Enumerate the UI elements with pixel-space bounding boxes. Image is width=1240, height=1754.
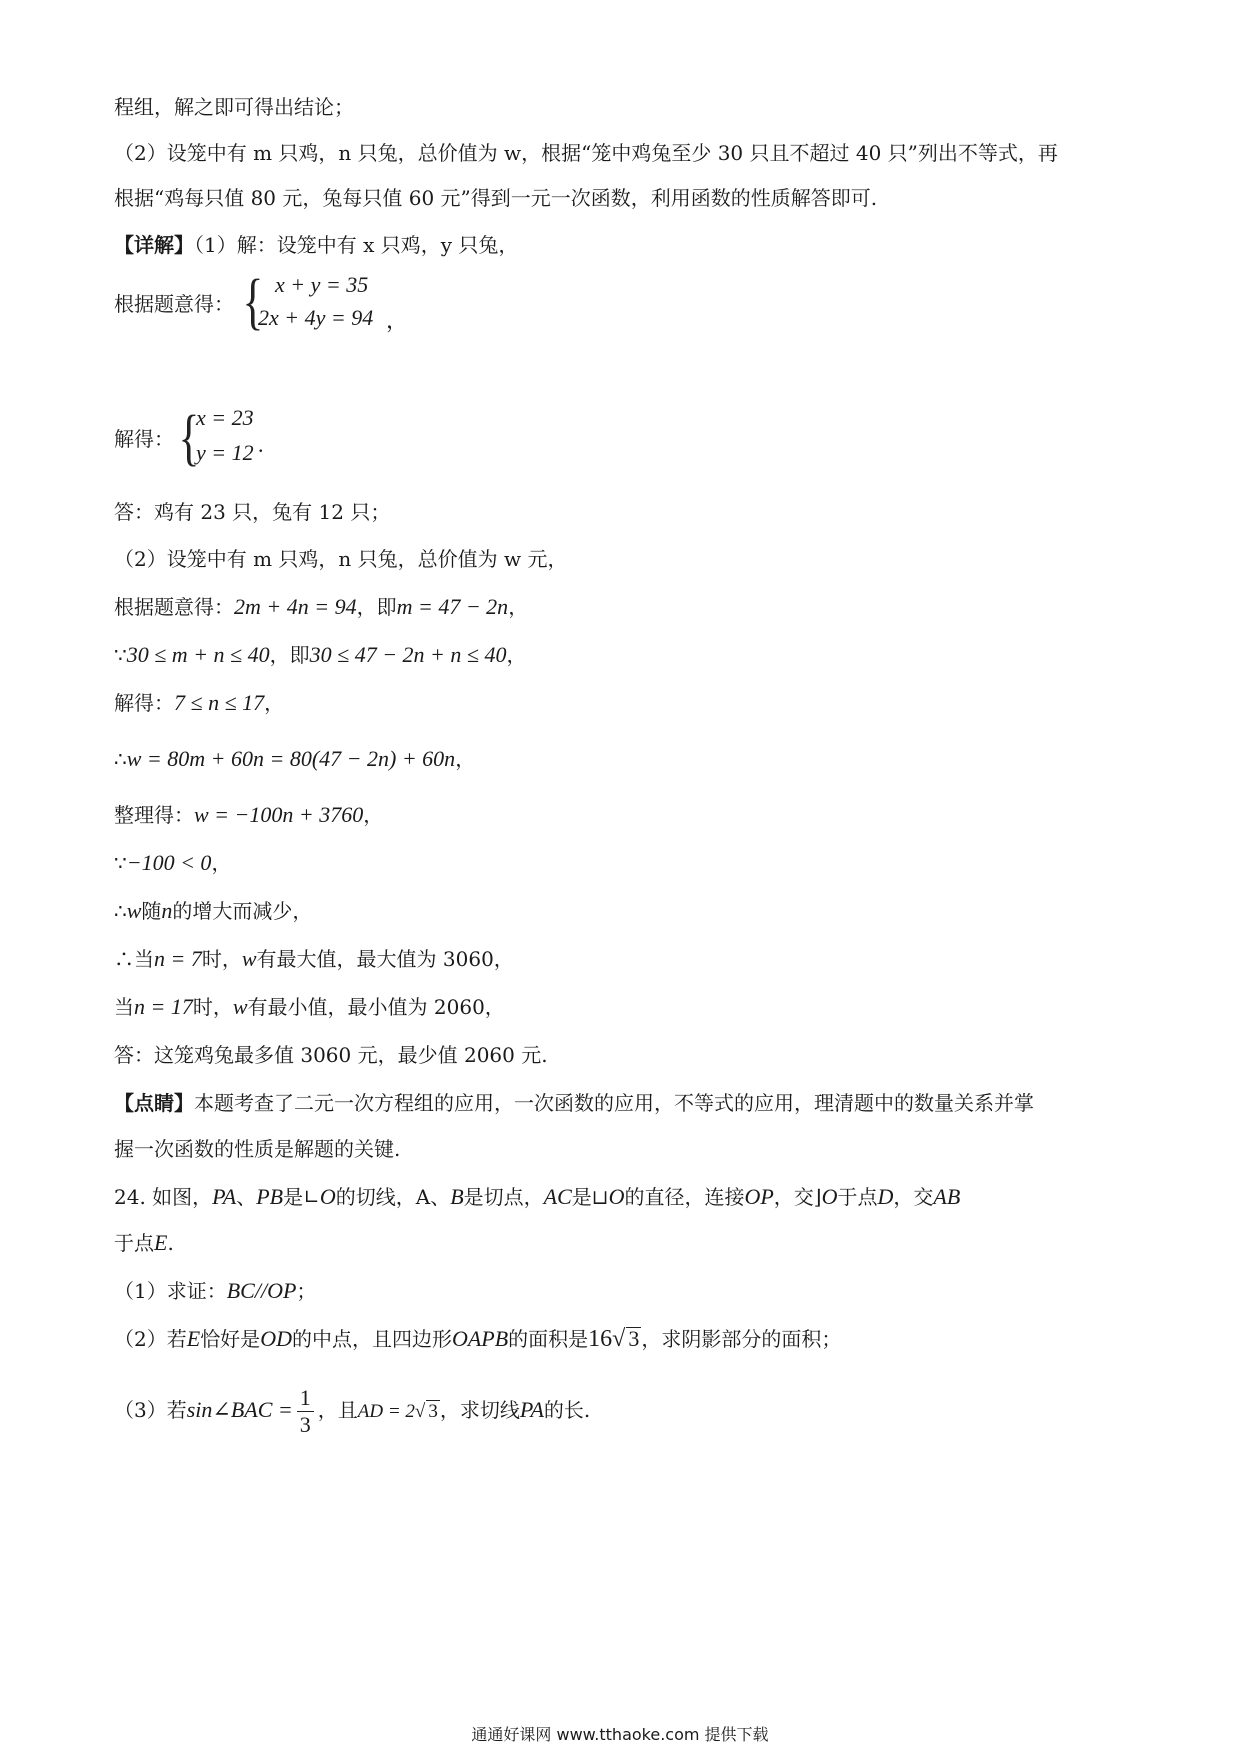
line-text: 时， bbox=[201, 947, 242, 971]
line-text: ； bbox=[296, 1279, 317, 1303]
math-expression: m = 47 − 2n bbox=[396, 594, 509, 619]
math-expression: w = −100n + 3760 bbox=[194, 802, 364, 827]
line-text: 有最大值，最大值为 3060， bbox=[256, 947, 514, 971]
line-text: 于点 bbox=[114, 1231, 154, 1255]
math-variable: PA bbox=[519, 1397, 544, 1422]
line-text: 答：鸡有 23 只，兔有 12 只； bbox=[114, 500, 391, 524]
text-line bbox=[114, 92, 1124, 122]
math-number: 16 bbox=[588, 1326, 613, 1352]
math-variable: n bbox=[161, 898, 173, 923]
line-text: 是⊔ bbox=[571, 1185, 609, 1209]
math-line bbox=[114, 592, 1124, 622]
fraction-denominator: 3 bbox=[299, 1412, 311, 1437]
line-text: ，即 bbox=[269, 643, 310, 667]
math-expression: 2m + 4n = 94 bbox=[234, 594, 357, 619]
text-line bbox=[114, 1134, 1124, 1164]
line-text: ， bbox=[508, 595, 529, 619]
line-text: 、 bbox=[236, 1185, 257, 1209]
line-text: 有最小值，最小值为 2060， bbox=[247, 995, 505, 1019]
math-variable: OP bbox=[744, 1184, 774, 1209]
detail-heading-line bbox=[114, 230, 1124, 260]
line-text: ，交⌋ bbox=[773, 1185, 822, 1209]
math-line bbox=[114, 744, 1124, 774]
line-text: 的中点，且四边形 bbox=[291, 1327, 452, 1351]
line-text: 24. 如图， bbox=[114, 1185, 213, 1209]
math-expression: AD = 2 bbox=[357, 1401, 415, 1422]
line-text: 随 bbox=[141, 899, 162, 923]
therefore-symbol: ∴ bbox=[114, 899, 127, 923]
line-text: ∴当 bbox=[114, 947, 154, 971]
system-row: y = 12 bbox=[196, 440, 254, 465]
system-row: x = 23 bbox=[196, 405, 254, 430]
math-variable: PB bbox=[256, 1184, 284, 1209]
math-line bbox=[114, 688, 1124, 718]
line-text: 时， bbox=[192, 995, 233, 1019]
page-footer: 通通好课网 www.tthaoke.com 提供下载 bbox=[471, 1725, 769, 1744]
math-line bbox=[114, 944, 1124, 974]
math-line bbox=[114, 992, 1124, 1022]
line-text: ，交 bbox=[893, 1185, 934, 1209]
math-line bbox=[114, 896, 1124, 926]
question-24-part-2 bbox=[114, 1324, 1124, 1354]
question-24-part-3 bbox=[114, 1380, 1124, 1442]
math-line bbox=[114, 800, 1124, 830]
because-symbol: ∵ bbox=[114, 851, 127, 875]
fraction bbox=[297, 1385, 314, 1438]
math-variable: D bbox=[877, 1184, 894, 1209]
system-suffix: . bbox=[258, 432, 264, 457]
line-text: 根据“鸡每只值 80 元，兔每只值 60 元”得到一元一次函数，利用函数的性质解答即可. bbox=[114, 186, 878, 210]
line-text: ， bbox=[264, 691, 285, 715]
line-text: ，求阴影部分的面积； bbox=[641, 1327, 842, 1351]
text-line bbox=[114, 544, 1124, 574]
line-text: （2）若 bbox=[114, 1327, 187, 1351]
line-text: ， bbox=[506, 643, 527, 667]
because-symbol: ∵ bbox=[114, 643, 127, 667]
text-line bbox=[114, 1040, 1124, 1070]
line-text: （3）若 bbox=[114, 1398, 187, 1422]
therefore-symbol: ∴ bbox=[114, 747, 127, 771]
line-text: 的面积是 bbox=[508, 1327, 589, 1351]
line-text: （2）设笼中有 m 只鸡，n 只兔，总价值为 w，根据“笼中鸡兔至少 30 只且不超过 40 只”列出不等式，再 bbox=[114, 141, 1058, 165]
math-variable: E bbox=[154, 1230, 168, 1255]
system-row: x + y = 35 bbox=[275, 272, 369, 297]
text-line bbox=[114, 138, 1124, 168]
fraction-numerator: 1 bbox=[297, 1385, 314, 1412]
line-text: ， bbox=[363, 803, 384, 827]
text-line bbox=[114, 497, 1124, 527]
math-expression: sin∠BAC = bbox=[186, 1397, 293, 1422]
radicand: 3 bbox=[428, 1401, 438, 1422]
line-text: 程组，解之即可得出结论； bbox=[114, 95, 354, 119]
system-suffix: ， bbox=[386, 308, 409, 333]
math-expression: n = 7 bbox=[154, 946, 202, 971]
math-line bbox=[114, 848, 1124, 878]
math-variable: E bbox=[186, 1326, 201, 1351]
line-text: 答：这笼鸡兔最多值 3060 元，最少值 2060 元. bbox=[114, 1043, 548, 1067]
math-expression: −100 < 0 bbox=[126, 850, 212, 875]
math-variable: w bbox=[126, 898, 142, 923]
radical-sign: √ bbox=[414, 1401, 426, 1422]
math-expression: 7 ≤ n ≤ 17 bbox=[174, 690, 265, 715]
math-variable: O bbox=[821, 1184, 838, 1209]
radical-sign: √ bbox=[612, 1326, 626, 1352]
line-text: 握一次函数的性质是解题的关键. bbox=[114, 1137, 401, 1161]
system-prefix: 解得： bbox=[114, 427, 174, 451]
line-text: 的长. bbox=[543, 1398, 591, 1422]
math-expression: BC//OP bbox=[226, 1278, 297, 1303]
line-text: 是切点， bbox=[463, 1185, 544, 1209]
math-line bbox=[114, 640, 1124, 670]
math-expression: 30 ≤ 47 − 2n + n ≤ 40 bbox=[309, 642, 507, 667]
line-text: 整理得： bbox=[114, 803, 194, 827]
left-brace: { bbox=[178, 404, 200, 472]
detail-tag: 【详解】 bbox=[114, 233, 194, 257]
line-text: 的直径，连接 bbox=[624, 1185, 745, 1209]
left-brace: { bbox=[242, 268, 264, 336]
math-expression: 30 ≤ m + n ≤ 40 bbox=[126, 642, 270, 667]
math-variable: OD bbox=[260, 1326, 292, 1351]
line-text: ， bbox=[211, 851, 232, 875]
text-line bbox=[114, 183, 1124, 213]
line-text: （2）设笼中有 m 只鸡，n 只兔，总价值为 w 元， bbox=[114, 547, 568, 571]
remark-line bbox=[114, 1088, 1124, 1118]
question-24-line-1 bbox=[114, 1182, 1124, 1212]
line-text: ，即 bbox=[356, 595, 397, 619]
line-text: 解得： bbox=[114, 691, 174, 715]
math-variable: PA bbox=[212, 1184, 237, 1209]
math-variable: w bbox=[232, 994, 248, 1019]
math-variable: O bbox=[319, 1184, 336, 1209]
line-text: 本题考查了二元一次方程组的应用，一次函数的应用，不等式的应用，理清题中的数量关系并掌 bbox=[194, 1091, 1034, 1115]
math-expression: w = 80m + 60n = 80(47 − 2n) + 60n bbox=[126, 746, 456, 771]
line-text: 当 bbox=[114, 995, 134, 1019]
system-prefix: 根据题意得： bbox=[114, 292, 234, 316]
line-text: 是∟ bbox=[283, 1185, 320, 1209]
math-variable: B bbox=[450, 1184, 464, 1209]
line-text: 根据题意得： bbox=[114, 595, 234, 619]
line-text: . bbox=[167, 1231, 174, 1255]
line-text: （1）求证： bbox=[114, 1279, 227, 1303]
system-row: 2x + 4y = 94 bbox=[258, 305, 374, 330]
line-text: 的增大而减少， bbox=[172, 899, 313, 923]
math-variable: w bbox=[241, 946, 257, 971]
math-variable: O bbox=[608, 1184, 625, 1209]
remark-tag: 【点睛】 bbox=[114, 1091, 194, 1115]
line-text: 恰好是 bbox=[200, 1327, 261, 1351]
line-text: 于点 bbox=[837, 1185, 878, 1209]
question-24-line-2 bbox=[114, 1228, 1124, 1258]
math-variable: AB bbox=[933, 1184, 961, 1209]
line-text: ， bbox=[455, 747, 476, 771]
line-text: （1）解：设笼中有 x 只鸡，y 只兔， bbox=[194, 233, 519, 257]
radicand: 3 bbox=[628, 1326, 640, 1351]
question-24-part-1 bbox=[114, 1276, 1124, 1306]
math-variable: OAPB bbox=[451, 1326, 509, 1351]
line-text: 的切线，A、 bbox=[335, 1185, 451, 1209]
math-variable: AC bbox=[543, 1184, 572, 1209]
math-expression: n = 17 bbox=[134, 994, 193, 1019]
line-text: ，且 bbox=[317, 1398, 358, 1422]
line-text: ，求切线 bbox=[439, 1398, 520, 1422]
